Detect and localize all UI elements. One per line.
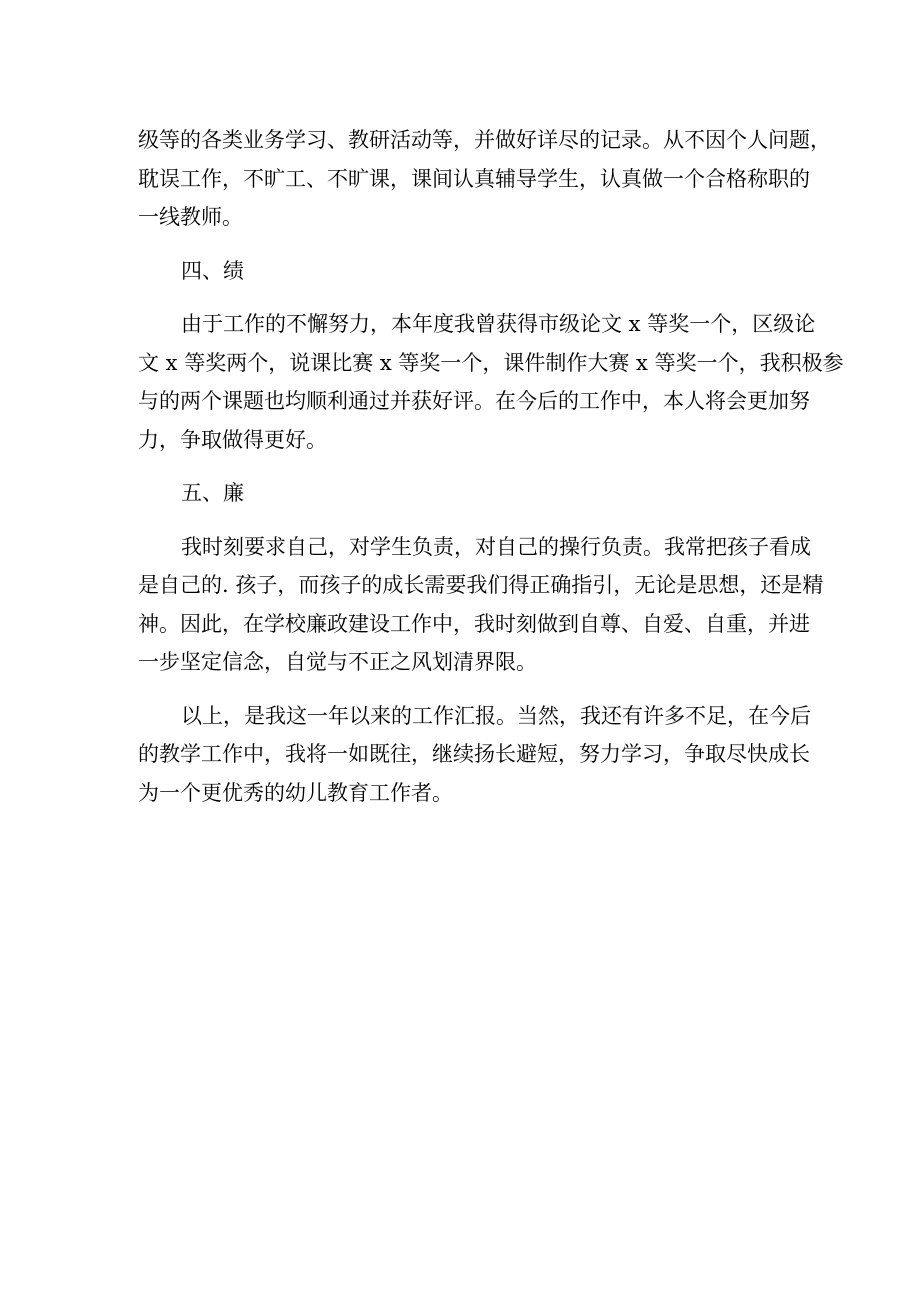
paragraph-achievements [138,305,844,459]
text-line: 耽误工作，不旷工、不旷课，课间认真辅导学生，认真做一个合格称职的 [138,166,810,191]
text-line: 一线教师。 [138,205,243,229]
text-line: 由于工作的不懈努力，本年度我曾获得市级论文 x 等奖一个，区级论 [181,312,816,336]
text-line: 与的两个课题也均顺利通过并获好评。在今后的工作中，本人将会更加努 [138,389,810,413]
text-line: 神。因此，在学校廉政建设工作中，我时刻做到自尊、自爱、自重，并进 [138,611,810,636]
section-heading-integrity: 五、廉 [181,481,244,505]
text-line: 为一个更优秀的幼儿教育工作者。 [138,780,453,805]
document-body [138,121,844,812]
text-line: 力，争取做得更好。 [138,427,327,452]
paragraph-integrity [138,528,824,682]
paragraph-conclusion [138,697,811,813]
section-heading-achievements: 四、绩 [181,258,244,283]
paragraph-study-records [138,121,831,237]
text-line: 级等的各类业务学习、教研活动等，并做好详尽的记录。从不因个人问题， [138,128,831,152]
text-line: 我时刻要求自己，对学生负责，对自己的操行负责。我常把孩子看成 [181,534,811,559]
text-line: 是自己的. 孩子，而孩子的成长需要我们得正确指引，无论是思想，还是精 [138,573,824,597]
text-line: 文 x 等奖两个，说课比赛 x 等奖一个，课件制作大赛 x 等奖一个，我积极参 [138,350,844,375]
text-line: 的教学工作中，我将一如既往，继续扬长避短，努力学习，争取尽快成长 [138,742,810,766]
text-line: 以上，是我这一年以来的工作汇报。当然，我还有许多不足，在今后 [181,703,811,728]
text-line: 一步坚定信念，自觉与不正之风划清界限。 [138,650,537,674]
